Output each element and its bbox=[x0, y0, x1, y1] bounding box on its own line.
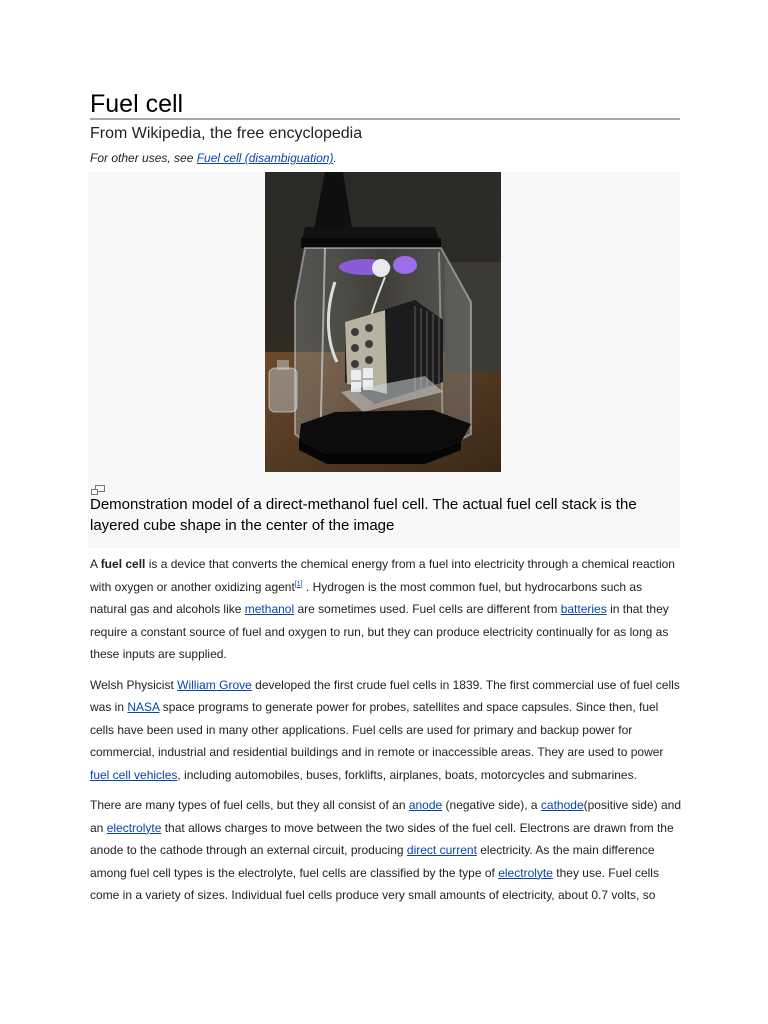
text-run: Welsh Physicist bbox=[90, 677, 178, 692]
william-grove-link[interactable]: William Grove bbox=[177, 677, 252, 692]
cathode-link[interactable]: cathode bbox=[540, 798, 584, 812]
text-run: electricity. As the main difference among fuel cell types is the electrolyte, fuel cells are classified by the type of bbox=[90, 843, 655, 880]
electrolyte-link[interactable]: electrolyte bbox=[106, 820, 162, 835]
text-run: (negative side), a bbox=[442, 798, 541, 812]
text-run: that allows charges to move between the two sides of the fuel cell. Electrons are drawn from the anode to the cathode through an external circuit, producing bbox=[90, 820, 674, 857]
anode-link[interactable]: anode bbox=[408, 798, 443, 812]
paragraph-2 bbox=[90, 674, 682, 787]
site-subtitle: From Wikipedia, the free encyclopedia bbox=[90, 125, 363, 142]
nasa-link[interactable]: NASA bbox=[127, 700, 160, 714]
paragraph-1 bbox=[90, 553, 682, 666]
paragraph-3 bbox=[90, 794, 682, 907]
page-title: Fuel cell bbox=[90, 88, 680, 120]
electrolyte-link-2[interactable]: electrolyte bbox=[498, 865, 553, 880]
text-run: developed the first crude fuel cells in 1839. The first commercial use of fuel cells was in bbox=[90, 677, 680, 714]
batteries-link[interactable]: batteries bbox=[560, 602, 607, 616]
disambiguation-link[interactable]: Fuel cell (disambiguation) bbox=[196, 151, 334, 165]
text-run: space programs to generate power for probes, satellites and space capsules. Since then, fuel cells have been used in many other applications. Fuel cells are used for primary and backup power for commercial, industrial and residential buildings and in remote or inaccessible areas. They are used to power bbox=[90, 700, 664, 759]
text-run: in that they require a constant source of fuel and oxygen to run, but they can produce electricity continually for as long as these inputs are supplied. bbox=[90, 602, 669, 661]
methanol-link[interactable]: methanol bbox=[244, 602, 295, 616]
text-run: they use. Fuel cells come in a variety of sizes. Individual fuel cells produce very small amounts of electricity, about 0.7 volts, so bbox=[90, 865, 659, 902]
article-body bbox=[90, 553, 682, 915]
fuel-cell-vehicles-link[interactable]: fuel cell vehicles bbox=[90, 767, 178, 782]
enlarge-icon[interactable] bbox=[91, 482, 105, 492]
figure-caption: Demonstration model of a direct-methanol fuel cell. The actual fuel cell stack is the layered cube shape in the center of the image bbox=[90, 496, 637, 534]
text-run: are sometimes used. Fuel cells are different from bbox=[294, 602, 561, 616]
reference-link[interactable]: [1] bbox=[294, 580, 303, 588]
text-run: (positive side) and an bbox=[90, 798, 682, 835]
text-run: is a device that converts the chemical energy from a fuel into electricity through a chemical reaction with oxygen or another oxidizing agent bbox=[90, 557, 675, 594]
fuel-cell-photo[interactable] bbox=[265, 172, 501, 472]
thumbnail-figure bbox=[88, 172, 680, 548]
text-run: . Hydrogen is the most common fuel, but hydrocarbons such as natural gas and alcohols like bbox=[90, 579, 643, 616]
fuel-cell-photo-drawing bbox=[265, 172, 501, 472]
hatnote-prefix: For other uses, see bbox=[90, 151, 197, 165]
direct-current-link[interactable]: direct current bbox=[406, 843, 477, 857]
hatnote bbox=[90, 150, 337, 166]
hatnote-suffix: . bbox=[333, 151, 337, 165]
bold-term: fuel cell bbox=[100, 557, 146, 571]
text-run: A bbox=[90, 557, 101, 571]
text-run: There are many types of fuel cells, but they all consist of an bbox=[90, 798, 409, 812]
text-run: , including automobiles, buses, forklifts, airplanes, boats, motorcycles and submarines. bbox=[177, 767, 637, 782]
